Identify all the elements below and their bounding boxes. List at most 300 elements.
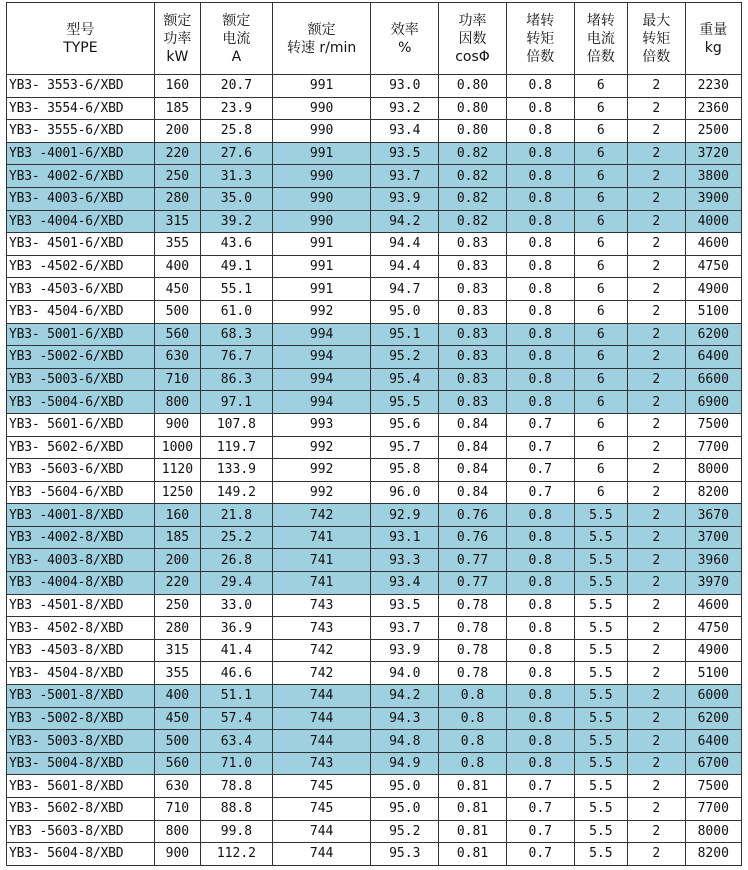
cell-weight: 6900	[685, 391, 742, 414]
cell-power-factor: 0.82	[439, 165, 507, 188]
cell-max-torque-ratio: 2	[628, 798, 685, 821]
cell-rated-current: 23.9	[201, 97, 273, 120]
cell-locked-torque-ratio: 0.7	[506, 843, 574, 866]
cell-power-factor: 0.82	[439, 142, 507, 165]
cell-max-torque-ratio: 2	[628, 752, 685, 775]
cell-rated-speed: 994	[272, 346, 371, 369]
cell-weight: 3900	[685, 187, 742, 210]
table-row	[7, 97, 742, 120]
cell-model-type: YB3 -5002-8/XBD	[7, 707, 155, 730]
cell-rated-current: 119.7	[201, 436, 273, 459]
cell-locked-torque-ratio: 0.8	[506, 368, 574, 391]
header-rated-power-line2: 功率	[163, 30, 192, 47]
cell-locked-current-ratio: 6	[574, 75, 627, 98]
cell-max-torque-ratio: 2	[628, 323, 685, 346]
cell-weight: 3670	[685, 504, 742, 527]
cell-locked-torque-ratio: 0.8	[506, 594, 574, 617]
cell-model-type: YB3 -4001-6/XBD	[7, 142, 155, 165]
cell-model-type: YB3 -5003-6/XBD	[7, 368, 155, 391]
cell-rated-power: 500	[154, 730, 200, 753]
cell-rated-speed: 745	[272, 775, 371, 798]
cell-power-factor: 0.84	[439, 436, 507, 459]
cell-power-factor: 0.77	[439, 549, 507, 572]
cell-weight: 7700	[685, 798, 742, 821]
cell-rated-power: 560	[154, 323, 200, 346]
cell-efficiency: 93.1	[371, 526, 439, 549]
cell-rated-speed: 990	[272, 210, 371, 233]
cell-locked-current-ratio: 5.5	[574, 639, 627, 662]
cell-model-type: YB3 -4004-6/XBD	[7, 210, 155, 233]
table-row	[7, 798, 742, 821]
header-efficiency-line2: %	[398, 39, 412, 56]
cell-weight: 4000	[685, 210, 742, 233]
cell-rated-current: 20.7	[201, 75, 273, 98]
cell-rated-current: 57.4	[201, 707, 273, 730]
header-power-factor-line3: cosΦ	[455, 48, 490, 65]
cell-rated-power: 355	[154, 662, 200, 685]
cell-weight: 5100	[685, 662, 742, 685]
cell-rated-speed: 991	[272, 233, 371, 256]
cell-power-factor: 0.83	[439, 233, 507, 256]
cell-efficiency: 95.0	[371, 300, 439, 323]
cell-rated-current: 29.4	[201, 572, 273, 595]
table-row	[7, 730, 742, 753]
cell-rated-current: 68.3	[201, 323, 273, 346]
cell-rated-power: 450	[154, 278, 200, 301]
table-body	[7, 75, 742, 866]
cell-model-type: YB3- 5004-8/XBD	[7, 752, 155, 775]
cell-efficiency: 95.2	[371, 820, 439, 843]
cell-weight: 8200	[685, 481, 742, 504]
header-max-torque-ratio-line1: 最大	[642, 12, 671, 29]
cell-locked-current-ratio: 5.5	[574, 820, 627, 843]
cell-weight: 6000	[685, 685, 742, 708]
cell-model-type: YB3 -4502-6/XBD	[7, 255, 155, 278]
cell-locked-torque-ratio: 0.8	[506, 346, 574, 369]
cell-locked-torque-ratio: 0.8	[506, 233, 574, 256]
cell-locked-current-ratio: 6	[574, 391, 627, 414]
cell-efficiency: 94.4	[371, 255, 439, 278]
cell-locked-torque-ratio: 0.7	[506, 436, 574, 459]
cell-efficiency: 95.0	[371, 798, 439, 821]
cell-max-torque-ratio: 2	[628, 413, 685, 436]
cell-rated-speed: 744	[272, 730, 371, 753]
header-power-factor-line2: 因数	[458, 30, 487, 47]
cell-power-factor: 0.82	[439, 187, 507, 210]
cell-power-factor: 0.83	[439, 368, 507, 391]
cell-locked-torque-ratio: 0.8	[506, 255, 574, 278]
cell-rated-power: 630	[154, 775, 200, 798]
cell-rated-speed: 744	[272, 843, 371, 866]
cell-rated-power: 560	[154, 752, 200, 775]
table-row	[7, 210, 742, 233]
cell-rated-power: 1250	[154, 481, 200, 504]
cell-model-type: YB3 -4503-6/XBD	[7, 278, 155, 301]
cell-weight: 4900	[685, 278, 742, 301]
cell-rated-speed: 992	[272, 300, 371, 323]
cell-power-factor: 0.8	[439, 752, 507, 775]
cell-locked-torque-ratio: 0.7	[506, 820, 574, 843]
cell-rated-speed: 992	[272, 459, 371, 482]
cell-locked-torque-ratio: 0.7	[506, 775, 574, 798]
cell-power-factor: 0.78	[439, 594, 507, 617]
cell-efficiency: 93.9	[371, 187, 439, 210]
header-rated-current-line1: 额定	[222, 12, 251, 29]
cell-locked-torque-ratio: 0.7	[506, 481, 574, 504]
cell-efficiency: 95.1	[371, 323, 439, 346]
cell-locked-current-ratio: 6	[574, 187, 627, 210]
cell-locked-current-ratio: 5.5	[574, 707, 627, 730]
cell-rated-current: 39.2	[201, 210, 273, 233]
cell-max-torque-ratio: 2	[628, 526, 685, 549]
header-power-factor-line1: 功率	[458, 12, 487, 29]
cell-locked-torque-ratio: 0.8	[506, 752, 574, 775]
cell-locked-torque-ratio: 0.8	[506, 210, 574, 233]
cell-locked-current-ratio: 5.5	[574, 775, 627, 798]
header-efficiency	[371, 3, 439, 75]
cell-rated-current: 21.8	[201, 504, 273, 527]
cell-efficiency: 93.5	[371, 142, 439, 165]
header-rated-speed-line2: 转速 r/min	[286, 39, 357, 56]
cell-model-type: YB3- 5601-8/XBD	[7, 775, 155, 798]
cell-model-type: YB3 -5603-6/XBD	[7, 459, 155, 482]
cell-rated-power: 710	[154, 368, 200, 391]
cell-locked-current-ratio: 5.5	[574, 617, 627, 640]
cell-rated-current: 71.0	[201, 752, 273, 775]
cell-rated-speed: 745	[272, 798, 371, 821]
header-locked-torque-ratio	[506, 3, 574, 75]
cell-power-factor: 0.78	[439, 662, 507, 685]
cell-efficiency: 94.0	[371, 662, 439, 685]
cell-power-factor: 0.83	[439, 391, 507, 414]
cell-rated-speed: 991	[272, 255, 371, 278]
header-row	[7, 3, 742, 75]
cell-weight: 3970	[685, 572, 742, 595]
cell-efficiency: 93.5	[371, 594, 439, 617]
cell-locked-current-ratio: 5.5	[574, 798, 627, 821]
cell-power-factor: 0.76	[439, 504, 507, 527]
table-row	[7, 346, 742, 369]
cell-max-torque-ratio: 2	[628, 300, 685, 323]
cell-rated-speed: 744	[272, 820, 371, 843]
cell-locked-current-ratio: 5.5	[574, 662, 627, 685]
cell-rated-power: 315	[154, 639, 200, 662]
cell-weight: 4750	[685, 617, 742, 640]
cell-model-type: YB3- 5604-8/XBD	[7, 843, 155, 866]
table-row	[7, 707, 742, 730]
cell-efficiency: 93.2	[371, 97, 439, 120]
cell-efficiency: 93.4	[371, 572, 439, 595]
cell-rated-power: 280	[154, 187, 200, 210]
cell-locked-torque-ratio: 0.7	[506, 459, 574, 482]
cell-rated-speed: 994	[272, 368, 371, 391]
cell-power-factor: 0.76	[439, 526, 507, 549]
cell-rated-speed: 990	[272, 187, 371, 210]
cell-power-factor: 0.83	[439, 278, 507, 301]
cell-rated-current: 33.0	[201, 594, 273, 617]
cell-weight: 3800	[685, 165, 742, 188]
table-row	[7, 526, 742, 549]
cell-efficiency: 95.8	[371, 459, 439, 482]
cell-max-torque-ratio: 2	[628, 436, 685, 459]
cell-locked-current-ratio: 6	[574, 346, 627, 369]
cell-locked-current-ratio: 5.5	[574, 572, 627, 595]
cell-locked-torque-ratio: 0.8	[506, 75, 574, 98]
table-row	[7, 413, 742, 436]
cell-power-factor: 0.81	[439, 775, 507, 798]
cell-max-torque-ratio: 2	[628, 346, 685, 369]
cell-locked-current-ratio: 6	[574, 436, 627, 459]
cell-efficiency: 94.2	[371, 210, 439, 233]
cell-model-type: YB3 -5004-6/XBD	[7, 391, 155, 414]
cell-rated-power: 160	[154, 504, 200, 527]
cell-locked-torque-ratio: 0.8	[506, 685, 574, 708]
cell-rated-power: 200	[154, 549, 200, 572]
header-model-type-line2: TYPE	[63, 39, 98, 56]
table-row	[7, 775, 742, 798]
cell-rated-current: 46.6	[201, 662, 273, 685]
cell-locked-torque-ratio: 0.8	[506, 707, 574, 730]
cell-weight: 5100	[685, 300, 742, 323]
table-row	[7, 549, 742, 572]
header-locked-current-ratio	[574, 3, 627, 75]
cell-locked-current-ratio: 5.5	[574, 594, 627, 617]
header-locked-current-ratio-line2: 电流	[586, 30, 615, 47]
cell-rated-speed: 742	[272, 662, 371, 685]
cell-max-torque-ratio: 2	[628, 142, 685, 165]
cell-efficiency: 93.0	[371, 75, 439, 98]
cell-rated-speed: 994	[272, 391, 371, 414]
table-row	[7, 843, 742, 866]
cell-power-factor: 0.83	[439, 346, 507, 369]
cell-rated-speed: 991	[272, 142, 371, 165]
cell-efficiency: 94.3	[371, 707, 439, 730]
cell-model-type: YB3 -5603-8/XBD	[7, 820, 155, 843]
cell-rated-power: 630	[154, 346, 200, 369]
cell-rated-power: 710	[154, 798, 200, 821]
cell-rated-power: 900	[154, 413, 200, 436]
cell-rated-speed: 990	[272, 165, 371, 188]
header-efficiency-line1: 效率	[390, 21, 419, 38]
cell-rated-speed: 743	[272, 752, 371, 775]
cell-power-factor: 0.84	[439, 459, 507, 482]
cell-rated-power: 1120	[154, 459, 200, 482]
cell-efficiency: 95.4	[371, 368, 439, 391]
header-locked-torque-ratio-line2: 转矩	[526, 30, 555, 47]
cell-rated-current: 61.0	[201, 300, 273, 323]
cell-max-torque-ratio: 2	[628, 165, 685, 188]
cell-power-factor: 0.8	[439, 707, 507, 730]
cell-power-factor: 0.78	[439, 617, 507, 640]
header-locked-current-ratio-line1: 堵转	[586, 12, 615, 29]
cell-locked-torque-ratio: 0.8	[506, 639, 574, 662]
cell-rated-current: 86.3	[201, 368, 273, 391]
cell-rated-speed: 991	[272, 278, 371, 301]
cell-model-type: YB3- 3554-6/XBD	[7, 97, 155, 120]
cell-rated-speed: 994	[272, 323, 371, 346]
cell-locked-torque-ratio: 0.7	[506, 798, 574, 821]
cell-model-type: YB3- 4003-6/XBD	[7, 187, 155, 210]
cell-efficiency: 93.4	[371, 120, 439, 143]
cell-efficiency: 93.7	[371, 165, 439, 188]
cell-locked-torque-ratio: 0.8	[506, 278, 574, 301]
cell-rated-power: 220	[154, 572, 200, 595]
cell-rated-speed: 744	[272, 707, 371, 730]
cell-max-torque-ratio: 2	[628, 504, 685, 527]
cell-power-factor: 0.83	[439, 300, 507, 323]
table-row	[7, 391, 742, 414]
header-model-type	[7, 3, 155, 75]
cell-model-type: YB3- 3555-6/XBD	[7, 120, 155, 143]
cell-rated-power: 450	[154, 707, 200, 730]
cell-rated-current: 107.8	[201, 413, 273, 436]
table-row	[7, 255, 742, 278]
cell-locked-torque-ratio: 0.8	[506, 120, 574, 143]
cell-rated-current: 25.2	[201, 526, 273, 549]
cell-weight: 8200	[685, 843, 742, 866]
cell-power-factor: 0.84	[439, 413, 507, 436]
cell-model-type: YB3- 4502-8/XBD	[7, 617, 155, 640]
cell-max-torque-ratio: 2	[628, 187, 685, 210]
cell-model-type: YB3 -5604-6/XBD	[7, 481, 155, 504]
header-rated-speed-line1: 额定	[307, 21, 336, 38]
cell-weight: 8000	[685, 459, 742, 482]
cell-locked-current-ratio: 5.5	[574, 504, 627, 527]
cell-efficiency: 94.9	[371, 752, 439, 775]
header-rated-current-line3: A	[231, 48, 242, 65]
cell-power-factor: 0.83	[439, 255, 507, 278]
cell-weight: 2360	[685, 97, 742, 120]
cell-weight: 4600	[685, 233, 742, 256]
cell-max-torque-ratio: 2	[628, 617, 685, 640]
header-locked-current-ratio-line3: 倍数	[586, 48, 615, 65]
cell-locked-current-ratio: 6	[574, 368, 627, 391]
cell-rated-power: 900	[154, 843, 200, 866]
header-rated-power-line1: 额定	[163, 12, 192, 29]
cell-rated-current: 35.0	[201, 187, 273, 210]
table-row	[7, 481, 742, 504]
cell-efficiency: 95.7	[371, 436, 439, 459]
cell-rated-speed: 743	[272, 617, 371, 640]
table-row	[7, 75, 742, 98]
cell-locked-torque-ratio: 0.8	[506, 300, 574, 323]
cell-efficiency: 93.7	[371, 617, 439, 640]
cell-efficiency: 94.7	[371, 278, 439, 301]
cell-max-torque-ratio: 2	[628, 730, 685, 753]
header-max-torque-ratio-line2: 转矩	[642, 30, 671, 47]
cell-locked-current-ratio: 5.5	[574, 526, 627, 549]
table-row	[7, 120, 742, 143]
cell-weight: 6400	[685, 730, 742, 753]
cell-rated-power: 400	[154, 255, 200, 278]
cell-rated-power: 250	[154, 594, 200, 617]
cell-rated-speed: 992	[272, 436, 371, 459]
cell-rated-current: 49.1	[201, 255, 273, 278]
cell-rated-current: 133.9	[201, 459, 273, 482]
header-weight	[685, 3, 742, 75]
cell-rated-power: 500	[154, 300, 200, 323]
cell-weight: 6400	[685, 346, 742, 369]
header-power-factor	[439, 3, 507, 75]
header-max-torque-ratio	[628, 3, 685, 75]
cell-weight: 6700	[685, 752, 742, 775]
cell-model-type: YB3- 5602-8/XBD	[7, 798, 155, 821]
cell-rated-power: 160	[154, 75, 200, 98]
cell-model-type: YB3- 3553-6/XBD	[7, 75, 155, 98]
cell-weight: 3960	[685, 549, 742, 572]
cell-rated-speed: 742	[272, 639, 371, 662]
cell-efficiency: 93.3	[371, 549, 439, 572]
cell-rated-power: 400	[154, 685, 200, 708]
cell-efficiency: 95.5	[371, 391, 439, 414]
cell-locked-current-ratio: 6	[574, 323, 627, 346]
cell-locked-torque-ratio: 0.8	[506, 617, 574, 640]
cell-max-torque-ratio: 2	[628, 233, 685, 256]
cell-rated-power: 185	[154, 97, 200, 120]
cell-rated-current: 76.7	[201, 346, 273, 369]
cell-rated-current: 25.8	[201, 120, 273, 143]
cell-efficiency: 95.6	[371, 413, 439, 436]
cell-locked-torque-ratio: 0.8	[506, 391, 574, 414]
table-row	[7, 300, 742, 323]
cell-rated-current: 112.2	[201, 843, 273, 866]
cell-rated-current: 43.6	[201, 233, 273, 256]
cell-locked-current-ratio: 6	[574, 481, 627, 504]
table-header	[7, 3, 742, 75]
header-weight-line1: 重量	[699, 21, 728, 38]
cell-model-type: YB3 -4503-8/XBD	[7, 639, 155, 662]
cell-locked-torque-ratio: 0.8	[506, 97, 574, 120]
cell-rated-power: 200	[154, 120, 200, 143]
cell-max-torque-ratio: 2	[628, 210, 685, 233]
cell-rated-power: 315	[154, 210, 200, 233]
cell-locked-torque-ratio: 0.8	[506, 662, 574, 685]
table-row	[7, 662, 742, 685]
table-row	[7, 187, 742, 210]
cell-max-torque-ratio: 2	[628, 775, 685, 798]
cell-max-torque-ratio: 2	[628, 391, 685, 414]
cell-power-factor: 0.80	[439, 97, 507, 120]
motor-spec-table	[6, 2, 742, 866]
cell-power-factor: 0.81	[439, 843, 507, 866]
cell-rated-speed: 741	[272, 549, 371, 572]
cell-max-torque-ratio: 2	[628, 368, 685, 391]
table-row	[7, 572, 742, 595]
cell-rated-current: 88.8	[201, 798, 273, 821]
cell-power-factor: 0.77	[439, 572, 507, 595]
cell-rated-power: 1000	[154, 436, 200, 459]
cell-max-torque-ratio: 2	[628, 97, 685, 120]
cell-max-torque-ratio: 2	[628, 685, 685, 708]
cell-rated-current: 26.8	[201, 549, 273, 572]
cell-model-type: YB3- 5602-6/XBD	[7, 436, 155, 459]
cell-locked-current-ratio: 5.5	[574, 730, 627, 753]
cell-locked-current-ratio: 6	[574, 142, 627, 165]
header-locked-torque-ratio-line1: 堵转	[526, 12, 555, 29]
cell-rated-power: 220	[154, 142, 200, 165]
header-model-type-line1: 型号	[66, 21, 95, 38]
table-row	[7, 617, 742, 640]
cell-locked-torque-ratio: 0.8	[506, 526, 574, 549]
cell-efficiency: 95.2	[371, 346, 439, 369]
cell-locked-current-ratio: 6	[574, 255, 627, 278]
table-row	[7, 142, 742, 165]
cell-rated-current: 36.9	[201, 617, 273, 640]
cell-rated-speed: 991	[272, 75, 371, 98]
header-max-torque-ratio-line3: 倍数	[642, 48, 671, 65]
cell-locked-current-ratio: 5.5	[574, 549, 627, 572]
cell-max-torque-ratio: 2	[628, 278, 685, 301]
